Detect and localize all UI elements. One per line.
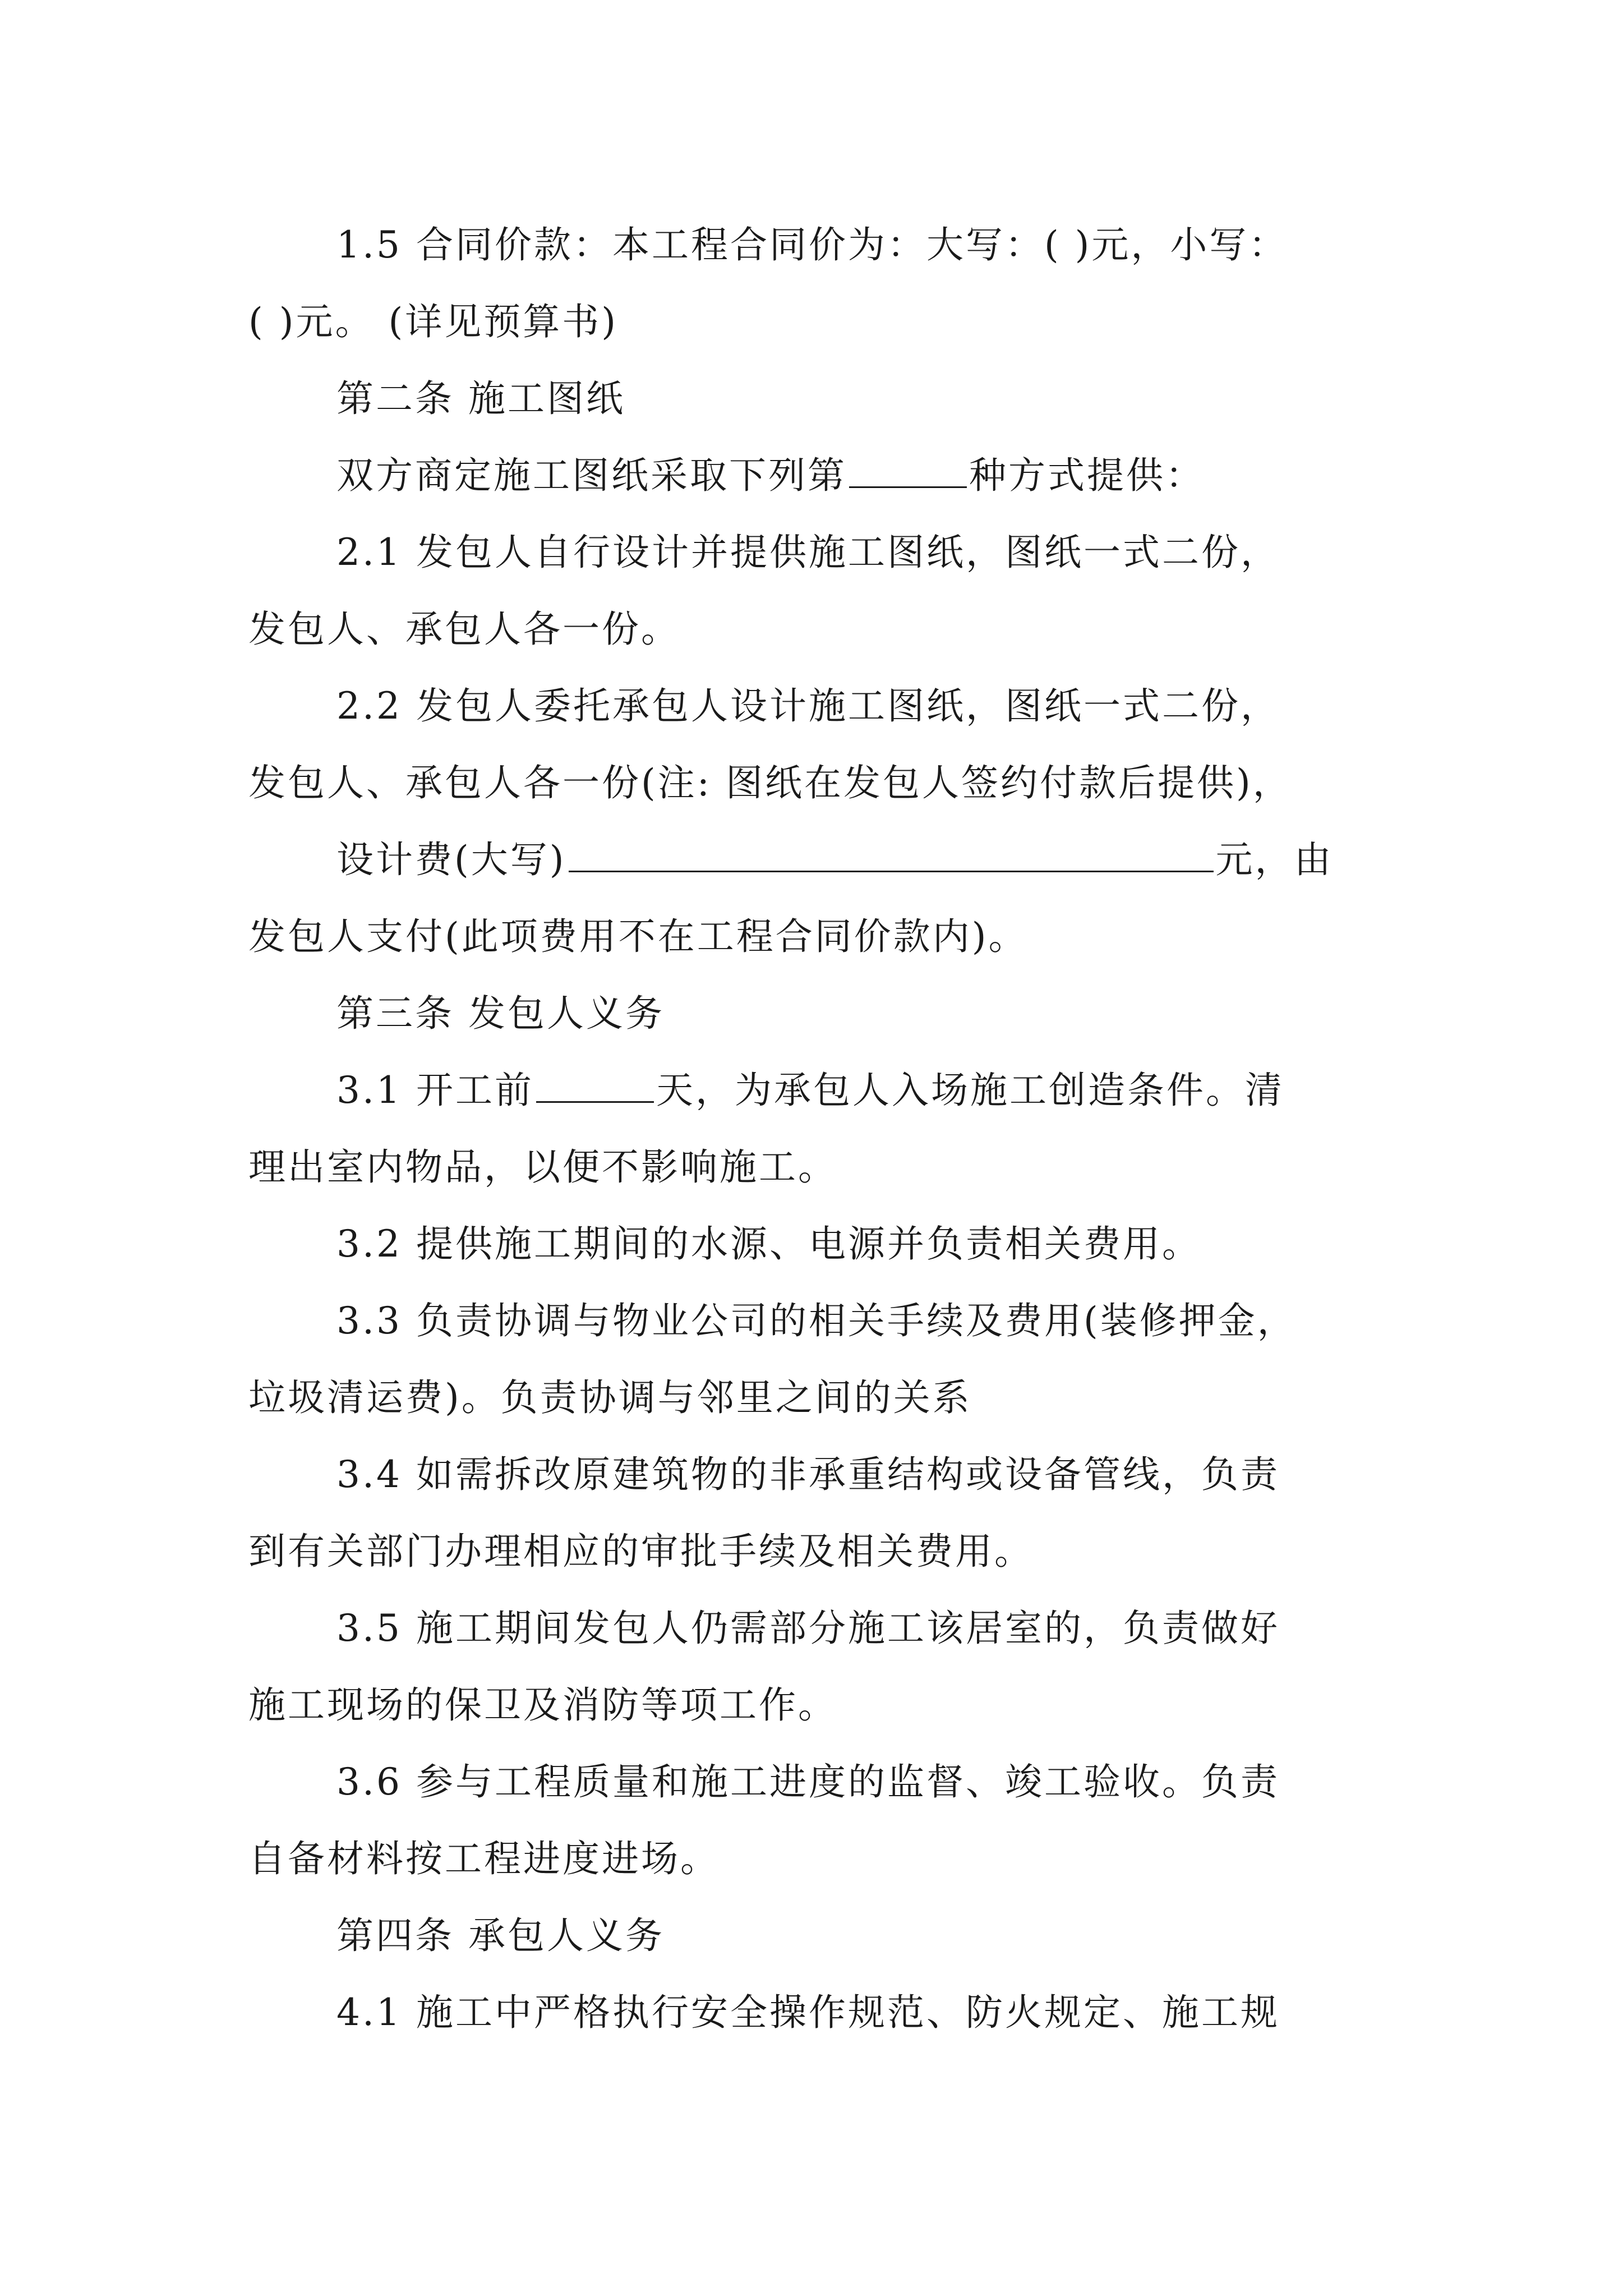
clause-3-5-line-2: 施工现场的保卫及消防等项工作。	[248, 1683, 837, 1727]
clause-3-4-line-2: 到有关部门办理相应的审批手续及相关费用。	[248, 1530, 1034, 1573]
design-fee-label: 设计费(大写)	[336, 838, 566, 881]
design-fee-blank	[569, 841, 1214, 872]
design-fee-suffix: 元，由	[1215, 838, 1334, 881]
article-2-heading: 第二条 施工图纸	[336, 377, 625, 420]
clause-3-6-line-1: 3.6 参与工程质量和施工进度的监督、竣工验收。负责	[336, 1760, 1280, 1803]
clause-2-1-line-1: 2.1 发包人自行设计并提供施工图纸，图纸一式二份，	[336, 531, 1280, 574]
clause-3-5-line-1: 3.5 施工期间发包人仍需部分施工该居室的，负责做好	[336, 1607, 1280, 1650]
design-fee-line-2: 发包人支付(此项费用不在工程合同价款内)。	[248, 915, 1028, 958]
clause-3-3-line-2: 垃圾清运费)。负责协调与邻里之间的关系	[248, 1376, 972, 1419]
clause-3-3-line-1: 3.3 负责协调与物业公司的相关手续及费用(装修押金，	[336, 1299, 1297, 1342]
article-2-intro-suffix: 种方式提供：	[969, 454, 1205, 497]
clause-4-1-line-1: 4.1 施工中严格执行安全操作规范、防火规定、施工规	[336, 1991, 1280, 2034]
clause-2-2-line-1: 2.2 发包人委托承包人设计施工图纸，图纸一式二份，	[336, 684, 1280, 728]
clause-3-1-line-2: 理出室内物品，以便不影响施工。	[248, 1145, 837, 1189]
clause-2-2-line-2: 发包人、承包人各一份(注: 图纸在发包人签约付款后提供)，	[248, 761, 1292, 804]
design-fee-line	[248, 821, 1432, 898]
clause-3-6-line-2: 自备材料按工程进度进场。	[248, 1837, 720, 1880]
article-2-intro-prefix: 双方商定施工图纸采取下列第	[336, 454, 847, 497]
article-4-heading: 第四条 承包人义务	[336, 1914, 665, 1957]
method-number-blank	[849, 457, 967, 488]
clause-3-4-line-1: 3.4 如需拆改原建筑物的非承重结构或设备管线，负责	[336, 1453, 1280, 1496]
article-3-heading: 第三条 发包人义务	[336, 992, 665, 1035]
clause-2-1-line-2: 发包人、承包人各一份。	[248, 608, 680, 651]
clause-3-2: 3.2 提供施工期间的水源、电源并负责相关费用。	[336, 1222, 1201, 1266]
article-2-intro	[248, 437, 1432, 514]
days-before-start-blank	[536, 1072, 654, 1103]
clause-3-1-prefix: 3.1 开工前	[336, 1069, 534, 1112]
clause-3-1-suffix: 天，为承包人入场施工创造条件。清	[656, 1069, 1284, 1112]
clause-3-1-line-1	[248, 1052, 1432, 1129]
clause-1-5-line-1: 1.5 合同价款：本工程合同价为：大写：( )元，小写：	[336, 223, 1288, 266]
clause-1-5-line-2: ( )元。 (详见预算书)	[248, 300, 618, 343]
document-body	[248, 206, 1432, 2051]
